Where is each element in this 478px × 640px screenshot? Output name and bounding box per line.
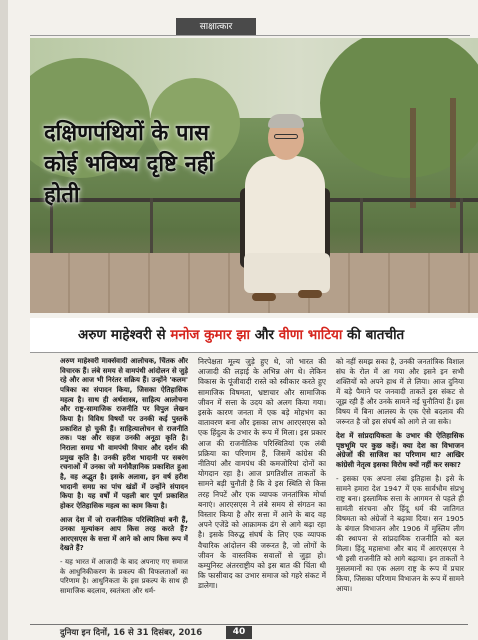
headline: दक्षिणपंथियों के पास कोई भविष्य दृष्टि नहीं होती: [44, 121, 215, 208]
page-gutter: [0, 0, 8, 640]
byline-prefix: अरुण माहेश्वरी से: [78, 327, 171, 343]
question-paragraph: देश में सांप्रदायिकता के उभार की ऐतिहासिक पृष्ठभूमि पर कुछ कहें। क्या देश का विभाजन अंग्रेजों की साजिश का परिणाम था? आखिर कांग्रेसी नेतृत्व इसका विरोध क्यों नहीं कर सका?: [336, 430, 464, 470]
section-label: साक्षात्कार: [176, 18, 256, 36]
photo-railing: [360, 198, 363, 256]
answer-paragraph: को नहीं समझ सका है, उनकी जनतांत्रिक विशाल संघ के रोल में आ गया और इसने इन सभी शक्तियों को अपने हाथ में ले लिया। आज दुनिया में बड़े पैमाने पर जनवादी ताकतें इस संकट से जूझ रही हैं और उनके सामने नई चुनौतियां हैं। इस विषय में बिना आलस्य के एक ऐसे बदलाव की जरूरत है जो इस संघर्ष को आगे ले जा सके।: [336, 357, 464, 426]
photo-palm: [450, 98, 456, 208]
photo-person: [245, 156, 325, 266]
photo-shoe: [298, 290, 322, 298]
byline: [30, 318, 478, 352]
byline-divider: [30, 352, 478, 353]
photo-glasses: [274, 134, 298, 139]
article-column-2: [198, 357, 326, 596]
interviewer-name-2: वीणा भाटिया: [278, 327, 343, 343]
answer-paragraph: - यह भारत में आजादी के बाद अपनाए गए समाज के आधुनिकीकरण के प्रकल्प की विफलताओं का परिणाम है। आधुनिकता के इस प्रकल्प के साथ ही सामाजिक बदलाव, स्वतंत्रता और धर्म-: [60, 558, 188, 596]
article-column-1: [60, 357, 188, 601]
answer-paragraph: निरपेक्षता मूल्य जुड़े हुए थे, जो भारत की आजादी की लड़ाई के अभिन्न अंग थे। लेकिन विकास के पूंजीवादी रास्ते को स्वीकार करते हुए सामाजिक विषमता, भ्रष्टाचार और सामाजिक जीवन में सत्ता के उदय को अलग किया गया। इसके कारण जनता में एक बड़े मोहभंग का वातावरण बना और इसका लाभ आरएसएस को एक हिंदुत्व के उभार के रूप में मिला। इस प्रकार आज की राजनीतिक परिस्थितियां एक लंबी प्रक्रिया का परिणाम हैं, जिसमें कांग्रेस की नीतियां और वामपंथ की कमजोरियां दोनों का योगदान रहा है। आज प्रगतिशील ताकतों के सामने बड़ी चुनौती है कि वे इस स्थिति से किस तरह निपटें और एक व्यापक जनतांत्रिक मोर्चा बनाएं। आरएसएस ने लंबे समय से संगठन का विस्तार किया है और सत्ता में आने के बाद वह अपने एजेंडे को आक्रामक ढंग से आगे बढ़ा रहा है। इसके विरुद्ध संघर्ष के लिए एक व्यापक वैचारिक आंदोलन की जरूरत है, जो लोगों के जीवन के वास्तविक सवालों से जुड़ा हो। कम्युनिस्ट अंतरराष्ट्रीय को इस बात की चिंता थी कि फासीवाद का उभार समाज को गहरे संकट में डालेगा।: [198, 357, 326, 591]
byline-joiner: और: [250, 327, 279, 343]
publication-info: दुनिया इन दिनों, 16 से 31 दिसंबर, 2016: [60, 628, 203, 638]
intro-paragraph: अरुण माहेश्वरी मार्क्सवादी आलोचक, चिंतक और विचारक हैं। लंबे समय से वामपंथी आंदोलन से जुड़े रहे और आज भी निरंतर सक्रिय हैं। उन्होंने 'कलम' पत्रिका का संपादन किया, जिसका ऐतिहासिक महत्व है। साथ ही अर्थशास्त्र, साहित्य आलोचना और राष्ट्र-सामाजिक राजनीति पर विपुल लेखन किया है। विविध विषयों पर उनकी कई पुस्तकें प्रकाशित हो चुकी हैं। साहित्यालोचन से राजनीति तक। पक्ष और सहज उनकी अनूठा कृति है। निराला समग्र भी वामपंथी विचार और दर्शन की प्रमुख कृति है। उनकी हरीश भादानी पर सबरंग रचनाओं में उनका जो मनोवैज्ञानिक प्रकाशित हुआ है, वह अद्भुत है। इसके अलावा, इन वर्ष हरीश भादानी समग्र का पांच खंडों में उन्होंने संपादन किया है। यह वर्षों में पहली बार पूर्ण प्रकाशित होकर ऐतिहासिक महत्व का काम किया है।: [60, 357, 188, 510]
photo-shoe: [252, 293, 276, 301]
interviewer-name-1: मनोज कुमार झा: [170, 327, 251, 343]
photo-palm: [410, 108, 416, 208]
page-number: 40: [226, 626, 252, 639]
photo-person-hair: [268, 114, 304, 128]
section-divider: [30, 35, 470, 36]
footer-divider: [30, 624, 468, 625]
article-column-3: [336, 357, 464, 598]
question-paragraph: आज देश में जो राजनीतिक परिस्थितियां बनी हैं, उनका मूल्यांकन आप किस तरह करते हैं? आरएसएस के सत्ता में आने को आप किस रूप में देखते हैं?: [60, 515, 188, 553]
photo-railing: [460, 198, 463, 256]
photo-person-legs: [244, 253, 330, 293]
answer-paragraph: - इसका एक अपना लंबा इतिहास है। इसे के सामने हमारा देश 1947 में एक सार्वभौम संप्रभु राष्ट्र बना। इस्लामिक सत्ता के आगमन से पहले ही सामंती संरचना और हिंदू धर्म की जातिगत विषमता को अंग्रेजों ने बढ़ावा दिया। सन 1905 के बंगाल विभाजन और 1906 में मुस्लिम लीग की स्थापना से सांप्रदायिक राजनीति को बल मिला। हिंदू महासभा और बाद में आरएसएस ने भी इसी राजनीति को आगे बढ़ाया। इन ताकतों ने मुसलमानों का एक अलग राष्ट्र के रूप में प्रचार किया, जिसका परिणाम विभाजन के रूप में सामने आया।: [336, 474, 464, 593]
byline-suffix: की बातचीत: [342, 327, 405, 343]
